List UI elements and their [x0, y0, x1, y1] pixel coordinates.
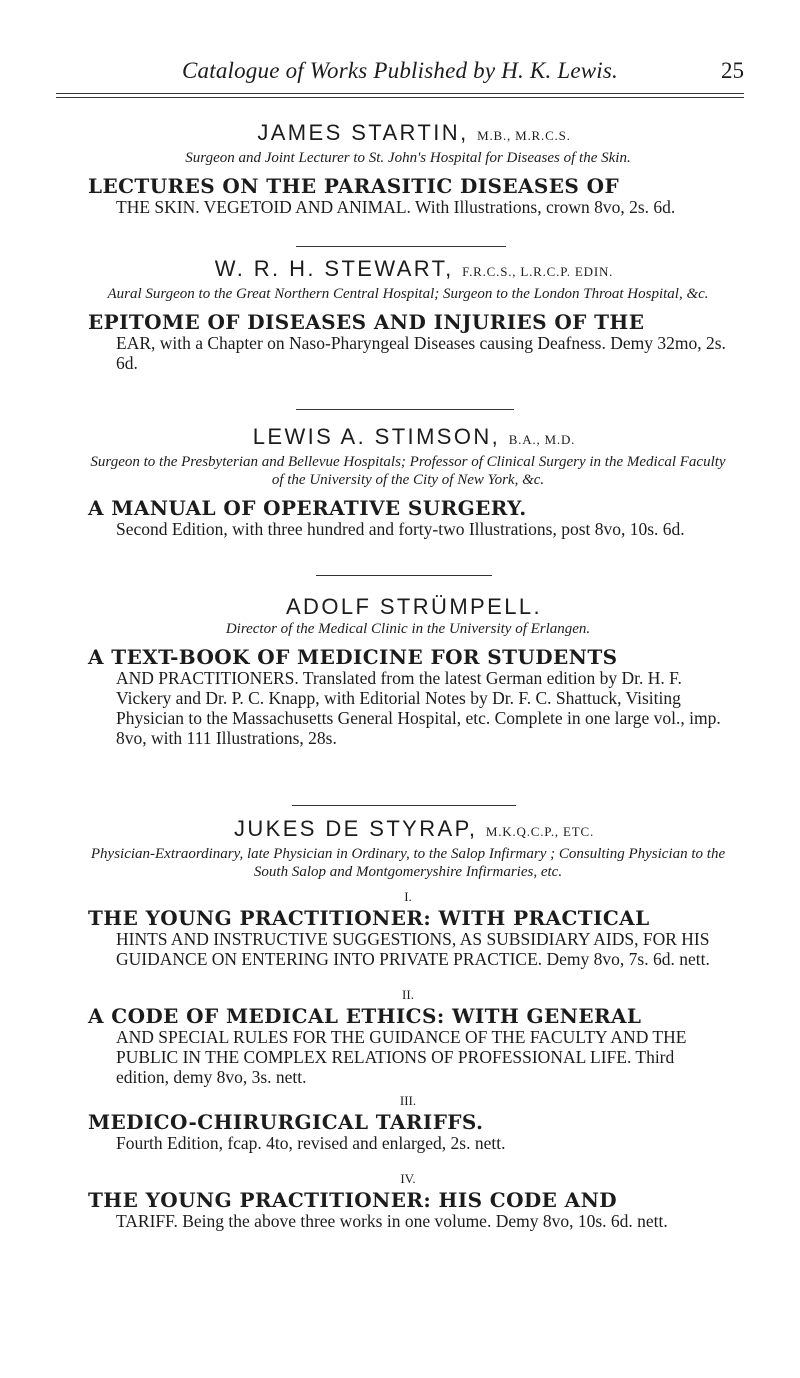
book-title-text: LECTURES ON THE PARASITIC DISEASES OF [88, 174, 620, 198]
author-affiliation: Surgeon to the Presbyterian and Bellevue Hospitals; Professor of Clinical Surgery in the Medical Faculty of the University of the City of New York, &c. [90, 454, 726, 488]
book-title-text: A MANUAL OF OPERATIVE SURGERY. [88, 496, 527, 520]
book-description: Fourth Edition, fcap. 4to, revised and enlarged, 2s. nett. [116, 1133, 506, 1153]
work-numeral: II. [402, 987, 414, 1002]
author-affiliation: Aural Surgeon to the Great Northern Central Hospital; Surgeon to the London Throat Hospital, &c. [107, 286, 709, 302]
entry-separator [296, 409, 514, 410]
work-numeral: I. [404, 889, 412, 904]
book-description: TARIFF. Being the above three works in one volume. Demy 8vo, 10s. 6d. nett. [116, 1211, 668, 1231]
catalogue-entry [88, 424, 728, 539]
book-title-text: A TEXT-BOOK OF MEDICINE FOR STUDENTS [88, 645, 618, 669]
book-title [88, 1189, 728, 1211]
author-name [100, 816, 728, 845]
book-title [88, 646, 728, 668]
author-text: ADOLF STRÜMPELL. [285, 594, 542, 619]
author-text: JAMES STARTIN, [257, 120, 469, 145]
author-qualifications: M.K.Q.C.P., ETC. [485, 824, 595, 839]
book-title-text: THE YOUNG PRACTITIONER: WITH PRACTICAL [88, 906, 650, 930]
author-affiliation: Director of the Medical Clinic in the University of Erlangen. [225, 621, 591, 637]
book-title-text: MEDICO-CHIRURGICAL TARIFFS. [88, 1110, 484, 1134]
catalogue-entry [88, 120, 728, 217]
author-affiliation: Physician-Extraordinary, late Physician in Ordinary, to the Salop Infirmary ; Consulting Physician to the South Salop and Montgomeryshire Infirmaries, etc. [90, 846, 726, 880]
book-description: AND PRACTITIONERS. Translated from the latest German edition by Dr. H. F. Vickery and Dr. P. C. Knapp, with Editorial Notes by Dr. F. C. Shattuck, Visiting Physician to the Massachusetts General Hospital, etc. Complete in one large vol., imp. 8vo, with 111 Illustrations, 28s. [116, 668, 721, 748]
book-title [88, 907, 728, 929]
running-head-title: Catalogue of Works Published by H. K. Lewis. [181, 58, 618, 83]
book-title [88, 311, 728, 333]
book-title [88, 175, 728, 197]
header-rule [56, 93, 744, 94]
book-description: HINTS AND INSTRUCTIVE SUGGESTIONS, AS SUBSIDIARY AIDS, FOR HIS GUIDANCE ON ENTERING INTO PRIVATE PRACTICE. Demy 8vo, 7s. 6d. nett. [116, 929, 710, 969]
author-qualifications: M.B., M.R.C.S. [477, 128, 571, 143]
work-numeral: IV. [400, 1171, 416, 1186]
author-qualifications: F.R.C.S., L.R.C.P. EDIN. [462, 264, 614, 279]
catalogue-entry [88, 594, 728, 748]
book-description: EAR, with a Chapter on Naso-Pharyngeal Diseases causing Deafness. Demy 32mo, 2s. 6d. [116, 333, 726, 373]
page-number: 25 [721, 58, 744, 83]
header-rule [56, 97, 744, 98]
book-title-text: EPITOME OF DISEASES AND INJURIES OF THE [88, 310, 645, 334]
author-affiliation: Surgeon and Joint Lecturer to St. John's Hospital for Diseases of the Skin. [185, 150, 631, 166]
book-description: AND SPECIAL RULES FOR THE GUIDANCE OF THE FACULTY AND THE PUBLIC IN THE COMPLEX RELATIONS OF PROFESSIONAL LIFE. Third edition, demy 8vo, 3s. nett. [116, 1027, 687, 1087]
entry-separator [292, 805, 516, 806]
book-title [88, 1111, 728, 1133]
book-title-text: THE YOUNG PRACTITIONER: HIS CODE AND [88, 1188, 618, 1212]
catalogue-entry [88, 816, 728, 1231]
book-title-text: A CODE OF MEDICAL ETHICS: WITH GENERAL [88, 1004, 642, 1028]
work-numeral: III. [399, 1093, 417, 1108]
book-title [88, 497, 728, 519]
author-name [100, 256, 728, 285]
book-title [88, 1005, 728, 1027]
author-qualifications: B.A., M.D. [508, 432, 576, 447]
author-text: W. R. H. STEWART, [214, 256, 454, 281]
book-description: THE SKIN. VEGETOID AND ANIMAL. With Illustrations, crown 8vo, 2s. 6d. [116, 197, 676, 217]
author-name [100, 120, 728, 149]
author-text: LEWIS A. STIMSON, [252, 424, 501, 449]
author-name [100, 594, 728, 620]
running-head [56, 58, 744, 98]
entry-separator [316, 575, 492, 576]
author-name [100, 424, 728, 453]
entry-separator [296, 246, 506, 247]
book-description: Second Edition, with three hundred and forty-two Illustrations, post 8vo, 10s. 6d. [116, 519, 685, 539]
catalogue-entry [88, 256, 728, 373]
author-text: JUKES DE STYRAP, [233, 816, 478, 841]
